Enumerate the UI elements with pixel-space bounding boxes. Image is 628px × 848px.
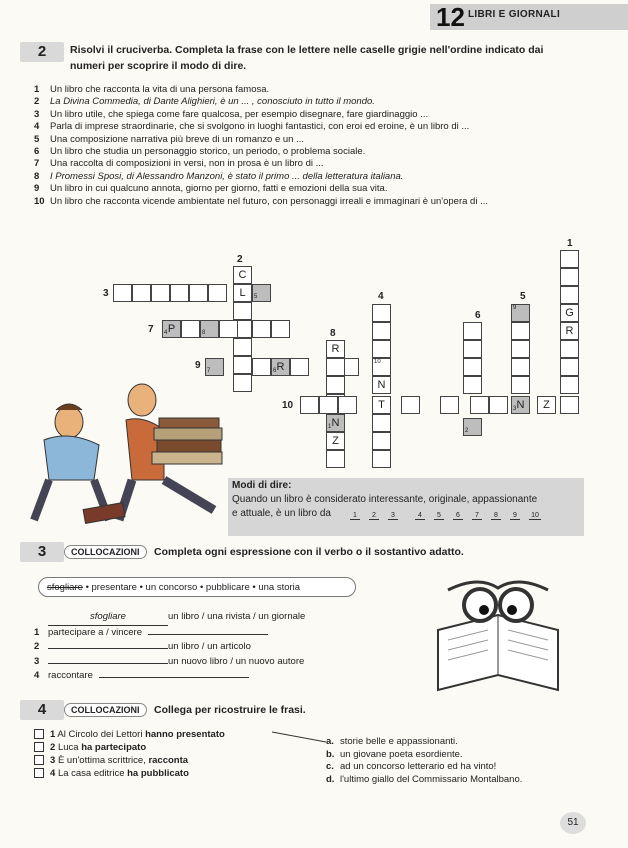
clue-item: 3 Un libro utile, che spiega come fare qualcosa, per esempio disegnare, fare giardinaggio ... xyxy=(34,108,429,120)
cw-cell[interactable] xyxy=(208,284,227,302)
cw-cell[interactable] xyxy=(319,396,338,414)
connector-line xyxy=(270,728,330,748)
ex4-left-item[interactable]: 3 È un'ottima scrittrice, racconta xyxy=(34,754,225,767)
ex3-rows xyxy=(34,610,305,684)
cw-cell-grey[interactable]: 5 xyxy=(252,284,271,302)
cw-cell[interactable] xyxy=(300,396,319,414)
ex3-answer[interactable]: sfogliare xyxy=(48,610,168,626)
cw-cell[interactable] xyxy=(326,450,345,468)
cw-cell[interactable] xyxy=(463,322,482,340)
cw-cell[interactable] xyxy=(372,432,391,450)
unit-number: 12 xyxy=(436,2,465,32)
ex4-right-item[interactable]: b. un giovane poeta esordiente. xyxy=(326,748,463,760)
cw-cell[interactable] xyxy=(372,414,391,432)
ex4-right-item[interactable]: d. l'ultimo giallo del Commissario Montalbano. xyxy=(326,773,523,785)
word-struck: sfogliare xyxy=(47,582,83,593)
book-character-illustration xyxy=(418,570,578,700)
cw-cell[interactable]: C xyxy=(233,266,252,284)
cw-cell[interactable]: R xyxy=(560,322,579,340)
cw-cell[interactable] xyxy=(372,322,391,340)
cw-cell-grey[interactable]: 7 xyxy=(205,358,224,376)
cw-cell-grey[interactable]: 2 xyxy=(463,418,482,436)
cw-cell[interactable] xyxy=(511,376,530,394)
cw-cell[interactable] xyxy=(463,358,482,376)
cw-cell[interactable] xyxy=(252,358,271,376)
cw-cell[interactable]: L xyxy=(233,284,252,302)
answer-checkbox[interactable] xyxy=(34,768,44,778)
ex3-row: 4 raccontare xyxy=(34,669,305,684)
ex4-left-list xyxy=(34,728,225,780)
cw-number: 8 xyxy=(330,328,336,339)
modi-line2: e attuale, è un libro da xyxy=(232,508,331,519)
cw-cell[interactable] xyxy=(560,286,579,304)
cw-cell[interactable] xyxy=(233,338,252,356)
cw-number: 3 xyxy=(103,288,109,299)
cw-cell[interactable] xyxy=(290,358,309,376)
cw-cell-grey[interactable]: 6 R xyxy=(271,358,290,376)
cw-cell[interactable] xyxy=(463,340,482,358)
cw-cell[interactable] xyxy=(372,450,391,468)
cw-cell[interactable] xyxy=(560,268,579,286)
cw-cell[interactable] xyxy=(113,284,132,302)
cw-number: 4 xyxy=(378,291,384,302)
cw-number: 10 xyxy=(282,400,294,411)
cw-cell[interactable] xyxy=(326,376,345,394)
ex4-left-item[interactable]: 2 Luca ha partecipato xyxy=(34,741,225,754)
ex2-instruction-line2: numeri per scoprire il modo di dire. xyxy=(70,60,247,72)
cw-cell[interactable] xyxy=(326,358,345,376)
ex4-instruction: Collega per ricostruire le frasi. xyxy=(154,704,306,716)
boy-with-books-illustration xyxy=(14,370,244,530)
cw-cell[interactable] xyxy=(560,396,579,414)
clue-item: 4 Parla di imprese straordinarie, che si svolgono in luoghi fantastici, con eroi ed eroine, è un libro di ... xyxy=(34,121,470,133)
cw-cell[interactable] xyxy=(181,320,200,338)
cw-cell[interactable]: Z xyxy=(326,432,345,450)
ex3-answer[interactable] xyxy=(48,648,168,649)
cw-cell[interactable] xyxy=(463,376,482,394)
ex3-row: 3 un nuovo libro / un nuovo autore xyxy=(34,655,305,667)
cw-cell[interactable] xyxy=(401,396,420,414)
cw-cell[interactable] xyxy=(560,340,579,358)
cw-cell[interactable]: G xyxy=(560,304,579,322)
clue-item: 6 Un libro che studia un personaggio storico, un periodo, o problema sociale. xyxy=(34,146,366,158)
cw-cell-grey[interactable]: 9 xyxy=(511,304,530,322)
cw-cell[interactable] xyxy=(560,250,579,268)
cw-cell[interactable] xyxy=(511,322,530,340)
cw-cell[interactable] xyxy=(489,396,508,414)
cw-cell[interactable] xyxy=(440,396,459,414)
cw-cell[interactable] xyxy=(189,284,208,302)
cw-cell-grey[interactable]: 1 N xyxy=(326,414,345,432)
cw-number: 9 xyxy=(195,360,201,371)
word-box xyxy=(38,577,356,597)
page-number: 51 xyxy=(560,812,586,834)
cw-cell-grey[interactable]: 3 N xyxy=(511,396,530,414)
ex3-row: sfogliare un libro / una rivista / un giornale xyxy=(34,610,305,626)
cw-cell[interactable]: T xyxy=(372,396,391,414)
modi-answer-blanks[interactable]: 1 2 3 4 5 6 7 8 9 10 xyxy=(350,512,541,520)
cw-cell[interactable] xyxy=(151,284,170,302)
cw-cell-grey[interactable]: 4 P xyxy=(162,320,181,338)
ex4-left-item[interactable]: 4 La casa editrice ha pubblicato xyxy=(34,767,225,780)
cw-cell[interactable] xyxy=(511,358,530,376)
cw-cell[interactable] xyxy=(170,284,189,302)
cw-cell[interactable]: 10 xyxy=(372,358,391,376)
clue-item: 2 La Divina Commedia, di Dante Alighieri, è un ... , conosciuto in tutto il mondo. xyxy=(34,96,375,108)
cw-cell-grey[interactable]: 8 xyxy=(200,320,219,338)
clue-item: 7 Una raccolta di composizioni in versi, non in prosa è un libro di ... xyxy=(34,158,324,170)
ex3-answer[interactable] xyxy=(48,663,168,664)
exercise-4-number: 4 xyxy=(20,700,64,720)
word-options: • presentare • un concorso • pubblicare • una storia xyxy=(85,582,301,593)
answer-checkbox[interactable] xyxy=(34,729,44,739)
cw-cell[interactable] xyxy=(560,358,579,376)
modi-title: Modi di dire: xyxy=(232,480,292,491)
clue-item: 1 Un libro che racconta la vita di una persona famosa. xyxy=(34,84,270,95)
cw-number: 2 xyxy=(237,254,243,265)
cw-cell[interactable] xyxy=(511,340,530,358)
ex3-row: 1 partecipare a / vincere xyxy=(34,626,305,641)
cw-cell[interactable] xyxy=(271,320,290,338)
ex4-right-item[interactable]: c. ad un concorso letterario ed ha vinto! xyxy=(326,761,497,772)
clue-item: 9 Un libro in cui qualcuno annota, giorno per giorno, fatti e emozioni della sua vita. xyxy=(34,183,388,195)
ex4-right-item[interactable]: a. storie belle e appassionanti. xyxy=(326,736,458,747)
cw-cell[interactable] xyxy=(338,396,357,414)
cw-cell[interactable] xyxy=(219,320,238,338)
ex3-answer[interactable] xyxy=(148,634,268,635)
cw-cell[interactable] xyxy=(560,376,579,394)
cw-cell[interactable]: N xyxy=(372,376,391,394)
ex4-label: COLLOCAZIONI xyxy=(64,703,147,717)
cw-number: 5 xyxy=(520,291,526,302)
cw-cell[interactable] xyxy=(372,304,391,322)
clue-item: 10 Un libro che racconta vicende ambientate nel futuro, con personaggi irreali e immaginari è un'opera di ... xyxy=(34,195,489,207)
cw-cell[interactable] xyxy=(233,302,252,320)
cw-cell[interactable] xyxy=(470,396,489,414)
exercise-2-number: 2 xyxy=(20,42,64,62)
ex3-label: COLLOCAZIONI xyxy=(64,545,147,559)
cw-number: 7 xyxy=(148,324,154,335)
clue-item: 5 Una composizione narrativa più breve di un romanzo e un ... xyxy=(34,133,304,145)
unit-title: LIBRI E GIORNALI xyxy=(468,9,561,20)
clue-item: 8 I Promessi Sposi, di Alessandro Manzoni, è stato il primo ... della letteratura italiana. xyxy=(34,170,404,182)
cw-cell[interactable] xyxy=(132,284,151,302)
answer-checkbox[interactable] xyxy=(34,742,44,752)
cw-number: 6 xyxy=(475,310,481,321)
ex3-instruction: Completa ogni espressione con il verbo o il sostantivo adatto. xyxy=(154,546,464,558)
cw-cell[interactable]: R xyxy=(326,340,345,358)
ex3-answer[interactable] xyxy=(99,677,249,678)
answer-checkbox[interactable] xyxy=(34,755,44,765)
ex2-instruction-line1: Risolvi il cruciverba. Completa la frase con le lettere nelle caselle grigie nell'ordine indicato dai xyxy=(70,44,544,56)
cw-cell[interactable] xyxy=(252,320,271,338)
modi-line1: Quando un libro è considerato interessante, originale, appassionante xyxy=(232,494,538,505)
ex4-left-item[interactable]: 1 Al Circolo dei Lettori hanno presentato xyxy=(34,728,225,741)
ex4-right-list xyxy=(326,736,522,786)
exercise-3-number: 3 xyxy=(20,542,64,562)
cw-number: 1 xyxy=(567,238,573,249)
cw-cell[interactable] xyxy=(372,340,391,358)
ex3-row: 2 un libro / un articolo xyxy=(34,641,251,652)
cw-cell[interactable]: Z xyxy=(537,396,556,414)
